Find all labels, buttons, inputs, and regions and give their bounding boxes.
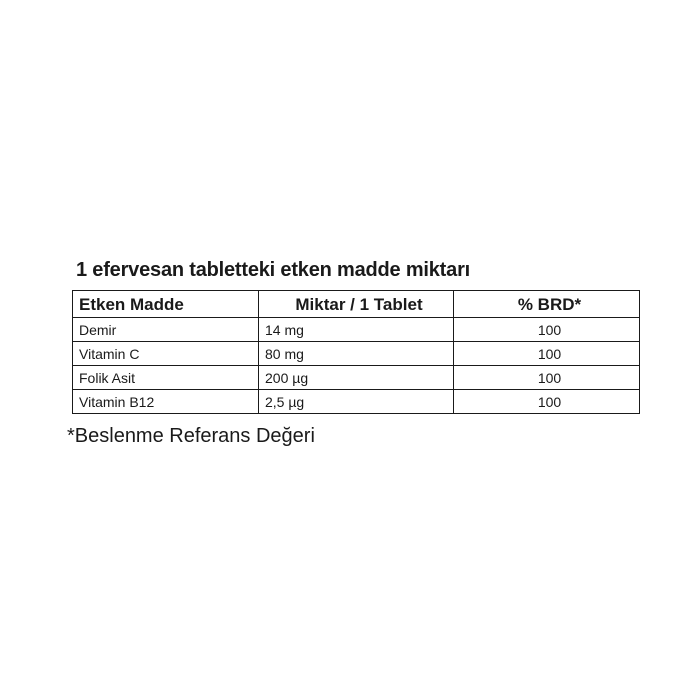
ingredient-table: [72, 290, 640, 414]
ingredient-name: Folik Asit: [73, 366, 259, 390]
table-header-row: [73, 291, 640, 318]
ingredient-amount: 200 µg: [259, 366, 454, 390]
table-row: [73, 342, 640, 366]
header-brd: % BRD*: [454, 291, 640, 318]
panel-title: 1 efervesan tabletteki etken madde miktarı: [76, 259, 471, 281]
header-ingredient: Etken Madde: [73, 291, 259, 318]
ingredient-amount: 14 mg: [259, 318, 454, 342]
header-amount: Miktar / 1 Tablet: [259, 291, 454, 318]
table-row: [73, 390, 640, 414]
ingredient-brd: 100: [454, 366, 640, 390]
ingredient-brd: 100: [454, 342, 640, 366]
nutrition-panel: [67, 256, 647, 450]
ingredient-amount: 2,5 µg: [259, 390, 454, 414]
table-row: [73, 366, 640, 390]
footnote: *Beslenme Referans Değeri: [67, 425, 315, 447]
ingredient-name: Vitamin C: [73, 342, 259, 366]
ingredient-brd: 100: [454, 318, 640, 342]
ingredient-brd: 100: [454, 390, 640, 414]
table-row: [73, 318, 640, 342]
ingredient-amount: 80 mg: [259, 342, 454, 366]
ingredient-name: Vitamin B12: [73, 390, 259, 414]
ingredient-name: Demir: [73, 318, 259, 342]
